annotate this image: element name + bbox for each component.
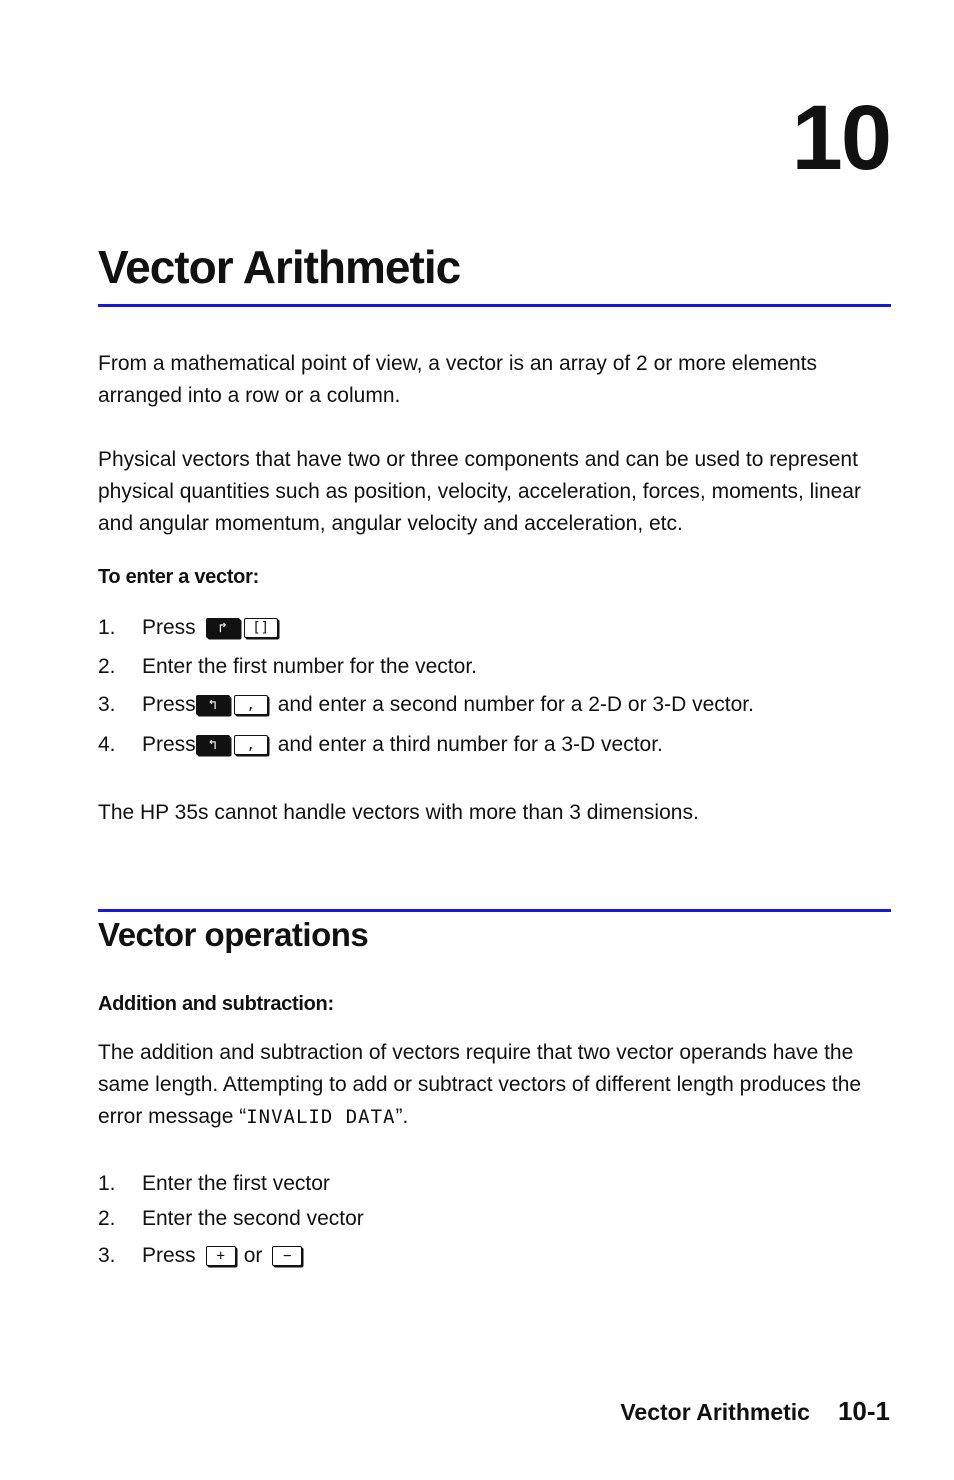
footer-section: Vector Arithmetic xyxy=(620,1399,810,1425)
brackets-key-icon[interactable]: [] xyxy=(244,618,278,638)
title-rule xyxy=(98,304,891,307)
step-number: 2. xyxy=(98,1207,116,1230)
step-text: Press xyxy=(142,693,196,716)
step-text: Press xyxy=(142,733,196,756)
section-title: Vector operations xyxy=(98,916,369,953)
op-step-2 xyxy=(98,1205,364,1233)
enter-step-4 xyxy=(98,731,663,759)
chapter-number: 10 xyxy=(791,87,890,189)
paragraph-text-end: ”. xyxy=(395,1105,409,1128)
paragraph-text: The addition and subtraction of vectors require that two vector operands have the same length. Attempting to add or subtract vectors of different length produces the error message “ xyxy=(98,1041,862,1128)
page-number: 10-1 xyxy=(837,1396,890,1426)
left-shift-key-icon[interactable]: ↰ xyxy=(196,695,230,715)
intro-paragraph-1: From a mathematical point of view, a vector is an array of 2 or more elements arranged into a row or a column. xyxy=(98,352,817,407)
plus-key-icon[interactable]: + xyxy=(206,1246,236,1266)
enter-step-3 xyxy=(98,691,754,719)
comma-key-icon[interactable]: , xyxy=(234,695,268,715)
step-number: 2. xyxy=(98,655,116,678)
step-text: Enter the first number for the vector. xyxy=(142,655,477,678)
step-text-after: and enter a third number for a 3-D vector. xyxy=(277,733,663,756)
step-text-after: and enter a second number for a 2-D or 3-D vector. xyxy=(277,693,754,716)
enter-step-2 xyxy=(98,653,477,681)
dimension-note: The HP 35s cannot handle vectors with more than 3 dimensions. xyxy=(98,801,699,824)
step-number: 1. xyxy=(98,1172,116,1195)
enter-vector-heading: To enter a vector: xyxy=(98,566,259,588)
step-number: 4. xyxy=(98,733,116,756)
step-number: 3. xyxy=(98,693,116,716)
enter-step-1 xyxy=(98,614,282,642)
section-rule xyxy=(98,909,891,912)
right-shift-key-icon[interactable]: ↱ xyxy=(206,618,240,638)
op-step-3 xyxy=(98,1242,306,1270)
step-text: Press xyxy=(142,1244,196,1267)
op-step-1 xyxy=(98,1170,330,1198)
step-number: 1. xyxy=(98,616,116,639)
step-text: Press xyxy=(142,616,196,639)
step-text: Enter the second vector xyxy=(142,1207,364,1230)
minus-key-icon[interactable]: − xyxy=(272,1246,302,1266)
step-number: 3. xyxy=(98,1244,116,1267)
addition-paragraph xyxy=(98,1037,888,1133)
error-message: INVALID DATA xyxy=(246,1106,396,1128)
page-footer xyxy=(620,1396,890,1427)
step-text: Enter the first vector xyxy=(142,1172,330,1195)
chapter-title: Vector Arithmetic xyxy=(98,241,461,293)
step-joiner: or xyxy=(243,1244,263,1267)
left-shift-key-icon[interactable]: ↰ xyxy=(196,735,230,755)
comma-key-icon[interactable]: , xyxy=(234,735,268,755)
addition-heading: Addition and subtraction: xyxy=(98,993,334,1015)
intro-paragraph-2: Physical vectors that have two or three components and can be used to represent physical quantities such as position, velocity, acceleration, forces, moments, linear and angular momentum, angular velocity and acceleration, etc. xyxy=(98,448,861,535)
